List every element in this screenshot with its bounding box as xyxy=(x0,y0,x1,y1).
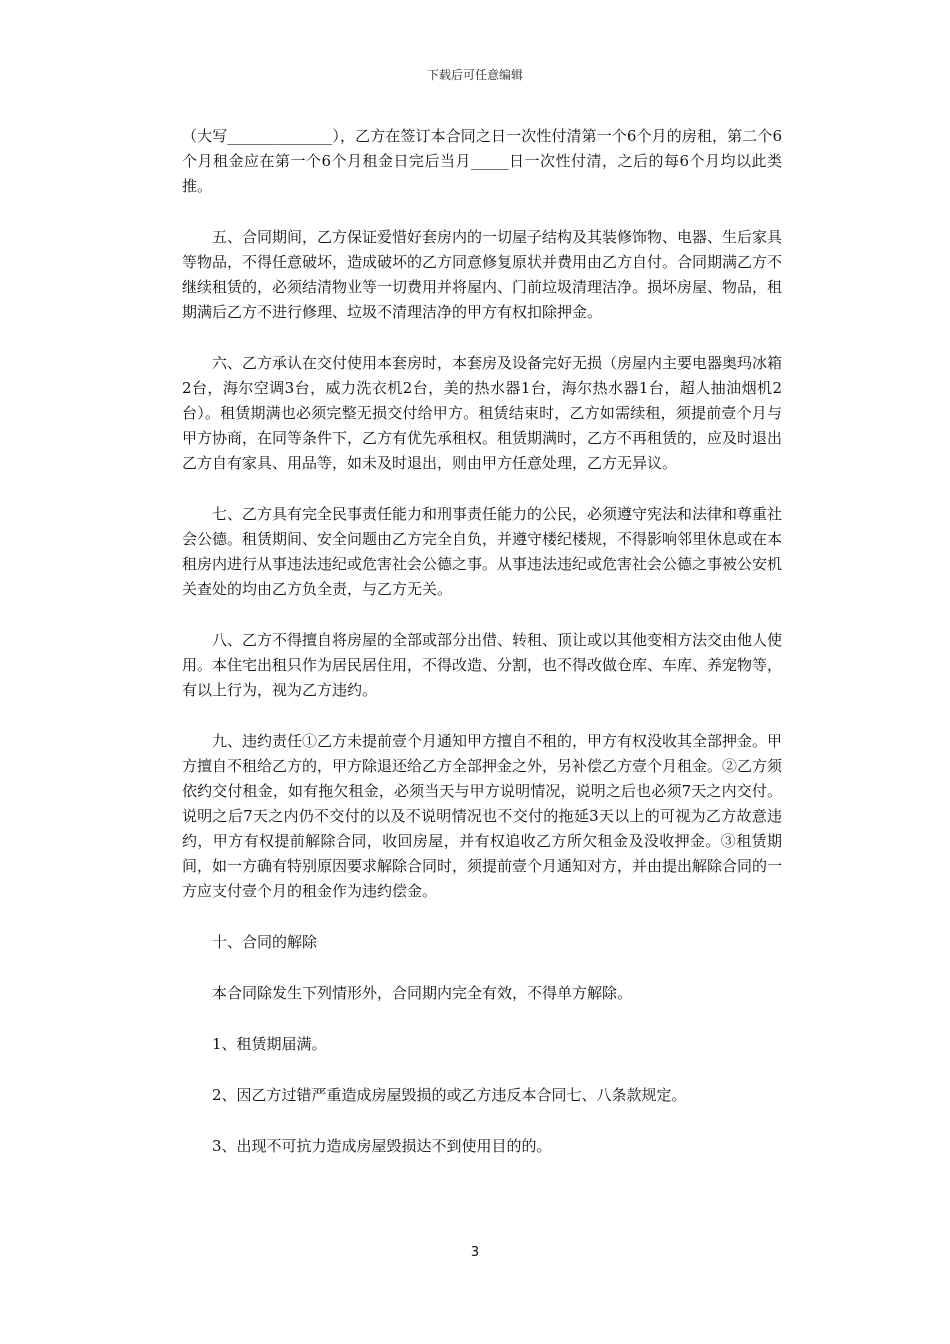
paragraph-rent-payment: （大写______________），乙方在签订本合同之日一次性付清第一个6个月的房租，第二个6个月租金应在第一个6个月租金日完后当月_____日一次性付清，之后的每6个月均以此类推。 xyxy=(182,127,782,195)
paragraph-clause-10-heading: 十、合同的解除 xyxy=(212,933,318,951)
list-item-termination-1: 1、租赁期届满。 xyxy=(212,1035,327,1053)
paragraph-clause-6: 六、乙方承认在交付使用本套房时，本套房及设备完好无损（房屋内主要电器奥玛冰箱2台，海尔空调3台，威力洗衣机2台，美的热水器1台，海尔热水器1台，超人抽油烟机2台）。租赁期满也必须完整无损交付给甲方。租赁结束时，乙方如需续租，须提前壹个月与甲方协商，在同等条件下，乙方有优先承租权。租赁期满时，乙方不再租赁的，应及时退出乙方自有家具、用品等，如未及时退出，则由甲方任意处理，乙方无异议。 xyxy=(182,354,783,472)
paragraph-clause-8: 八、乙方不得擅自将房屋的全部或部分出借、转租、顶让或以其他变相方法交由他人使用。本住宅出租只作为居民居住用，不得改造、分割，也不得改做仓库、车库、养宠物等，有以上行为，视为乙方违约。 xyxy=(182,631,783,699)
paragraph-clause-10-intro: 本合同除发生下列情形外，合同期内完全有效，不得单方解除。 xyxy=(212,984,633,1002)
paragraph-clause-7: 七、乙方具有完全民事责任能力和刑事责任能力的公民，必须遵守宪法和法律和尊重社会公德。租赁期间、安全问题由乙方完全自负，并遵守楼纪楼规，不得影响邻里休息或在本租房内进行从事违法违纪或危害社会公德之事。从事违法违纪或危害社会公德之事被公安机关查处的均由乙方负全责，与乙方无关。 xyxy=(182,505,783,598)
page-number: 3 xyxy=(470,1245,480,1260)
paragraph-clause-9: 九、违约责任①乙方未提前壹个月通知甲方擅自不租的，甲方有权没收其全部押金。甲方擅自不租给乙方的，甲方除退还给乙方全部押金之外，另补偿乙方壹个月租金。②乙方须依约交付租金，如有拖欠租金，必须当天与甲方说明情况，说明之后也必须7天之内交付。说明之后7天之内仍不交付的以及不说明情况也不交付的拖延3天以上的可视为乙方故意违约，甲方有权提前解除合同，收回房屋，并有权追收乙方所欠租金及没收押金。③租赁期间，如一方确有特别原因要求解除合同时，须提前壹个月通知对方，并由提出解除合同的一方应支付壹个月的租金作为违约偿金。 xyxy=(182,732,783,900)
paragraph-clause-5: 五、合同期间，乙方保证爱惜好套房内的一切屋子结构及其装修饰物、电器、生后家具等物品，不得任意破坏，造成破坏的乙方同意修复原状并费用由乙方自付。合同期满乙方不继续租赁的，必须结清物业等一切费用并将屋内、门前垃圾清理洁净。损坏房屋、物品，租期满后乙方不进行修理、垃圾不清理洁净的甲方有权扣除押金。 xyxy=(182,228,783,321)
document-body xyxy=(182,124,782,1159)
list-item-termination-3: 3、出现不可抗力造成房屋毁损达不到使用目的的。 xyxy=(212,1137,552,1155)
list-item-termination-2: 2、因乙方过错严重造成房屋毁损的或乙方违反本合同七、八条款规定。 xyxy=(212,1086,687,1104)
header-note: 下载后可任意编辑 xyxy=(426,68,523,82)
